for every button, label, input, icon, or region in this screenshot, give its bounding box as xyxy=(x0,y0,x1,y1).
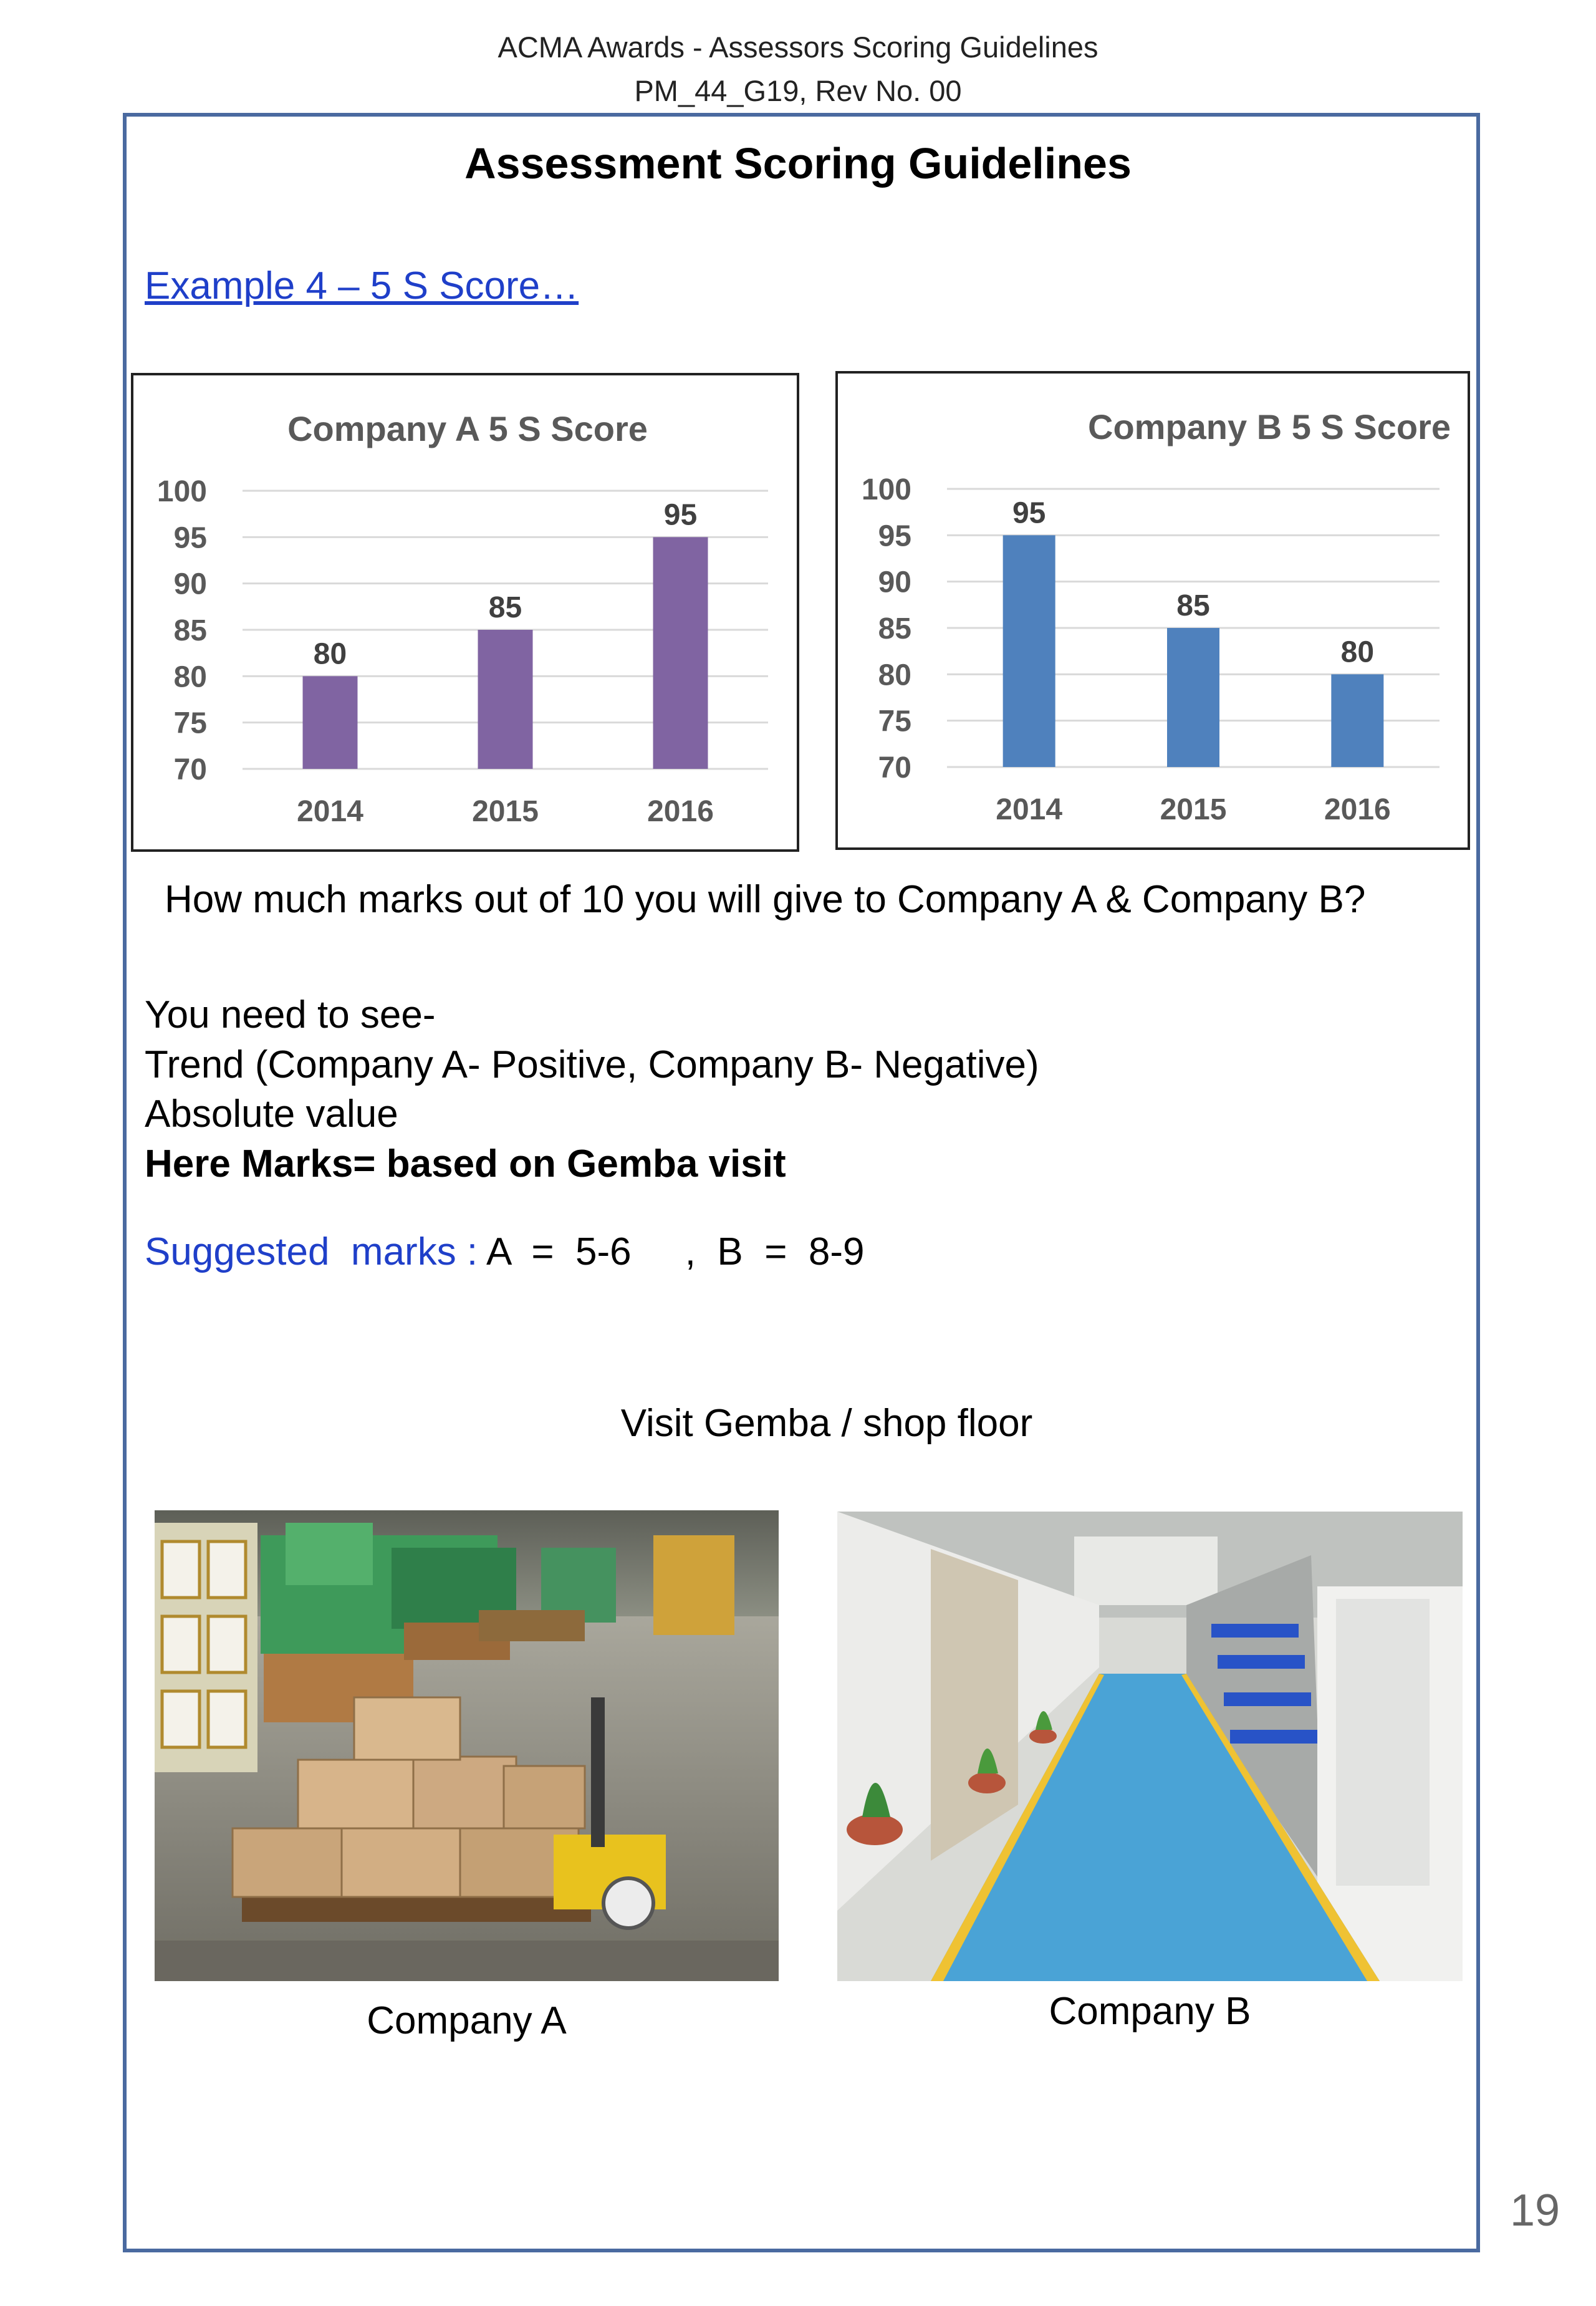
y-tick-label: 90 xyxy=(173,567,207,601)
bar xyxy=(478,630,533,769)
suggested-marks xyxy=(145,1230,865,1274)
chart-0-svg xyxy=(133,375,797,849)
notes-line-4: Here Marks= based on Gemba visit xyxy=(145,1142,786,1185)
chart-company-a xyxy=(131,373,799,852)
header-line-2: PM_44_G19, Rev No. 00 xyxy=(634,74,962,107)
suggested-label: Suggested marks : xyxy=(145,1230,478,1273)
y-tick-label: 80 xyxy=(878,659,911,692)
y-tick-label: 70 xyxy=(878,751,911,784)
data-label: 85 xyxy=(488,591,522,624)
question-text: How much marks out of 10 you will give to Company A & Company B? xyxy=(165,878,1366,921)
bar xyxy=(1003,535,1055,767)
notes-line-1: You need to see- xyxy=(145,993,436,1036)
company-b-photo xyxy=(837,1512,1463,1981)
visit-label: Visit Gemba / shop floor xyxy=(620,1402,1033,1445)
y-tick-label: 90 xyxy=(878,566,911,599)
x-tick-label: 2014 xyxy=(297,795,363,828)
bar xyxy=(653,537,708,769)
y-tick-label: 80 xyxy=(173,660,207,694)
bar xyxy=(303,676,358,769)
y-tick-label: 75 xyxy=(173,707,207,740)
chart-company-b xyxy=(835,371,1470,850)
y-tick-label: 85 xyxy=(878,612,911,645)
x-tick-label: 2016 xyxy=(1324,793,1391,826)
x-tick-label: 2016 xyxy=(647,795,714,828)
y-tick-label: 95 xyxy=(878,519,911,553)
y-tick-label: 70 xyxy=(173,753,207,786)
example-link[interactable]: Example 4 – 5 S Score… xyxy=(145,264,579,307)
notes-line-2: Trend (Company A- Positive, Company B- Negative) xyxy=(145,1043,1039,1086)
chart-title: Company B 5 S Score xyxy=(1088,407,1451,446)
data-label: 95 xyxy=(1012,496,1046,530)
page-title: Assessment Scoring Guidelines xyxy=(464,139,1132,188)
caption-company-b: Company B xyxy=(1049,1990,1251,2033)
data-label: 95 xyxy=(663,498,698,532)
y-tick-label: 95 xyxy=(173,521,207,555)
page-number: 19 xyxy=(1510,2186,1560,2236)
bar xyxy=(1167,628,1219,767)
header-line-1: ACMA Awards - Assessors Scoring Guidelines xyxy=(498,31,1098,64)
x-tick-label: 2015 xyxy=(1160,793,1227,826)
data-label: 80 xyxy=(313,637,347,671)
chart-1-svg xyxy=(838,374,1468,847)
chart-title: Company A 5 S Score xyxy=(287,409,648,448)
notes-line-3: Absolute value xyxy=(145,1093,398,1136)
bar xyxy=(1331,674,1383,767)
y-tick-label: 85 xyxy=(173,614,207,647)
y-tick-label: 75 xyxy=(878,705,911,738)
y-tick-label: 100 xyxy=(861,473,911,506)
y-tick-label: 100 xyxy=(156,475,207,508)
x-tick-label: 2015 xyxy=(472,795,539,828)
caption-company-a: Company A xyxy=(367,1999,567,2042)
suggested-values: A = 5-6 , B = 8-9 xyxy=(478,1230,865,1273)
company-a-photo xyxy=(155,1510,779,1981)
data-label: 85 xyxy=(1176,589,1210,622)
x-tick-label: 2014 xyxy=(996,793,1063,826)
data-label: 80 xyxy=(1340,635,1375,669)
